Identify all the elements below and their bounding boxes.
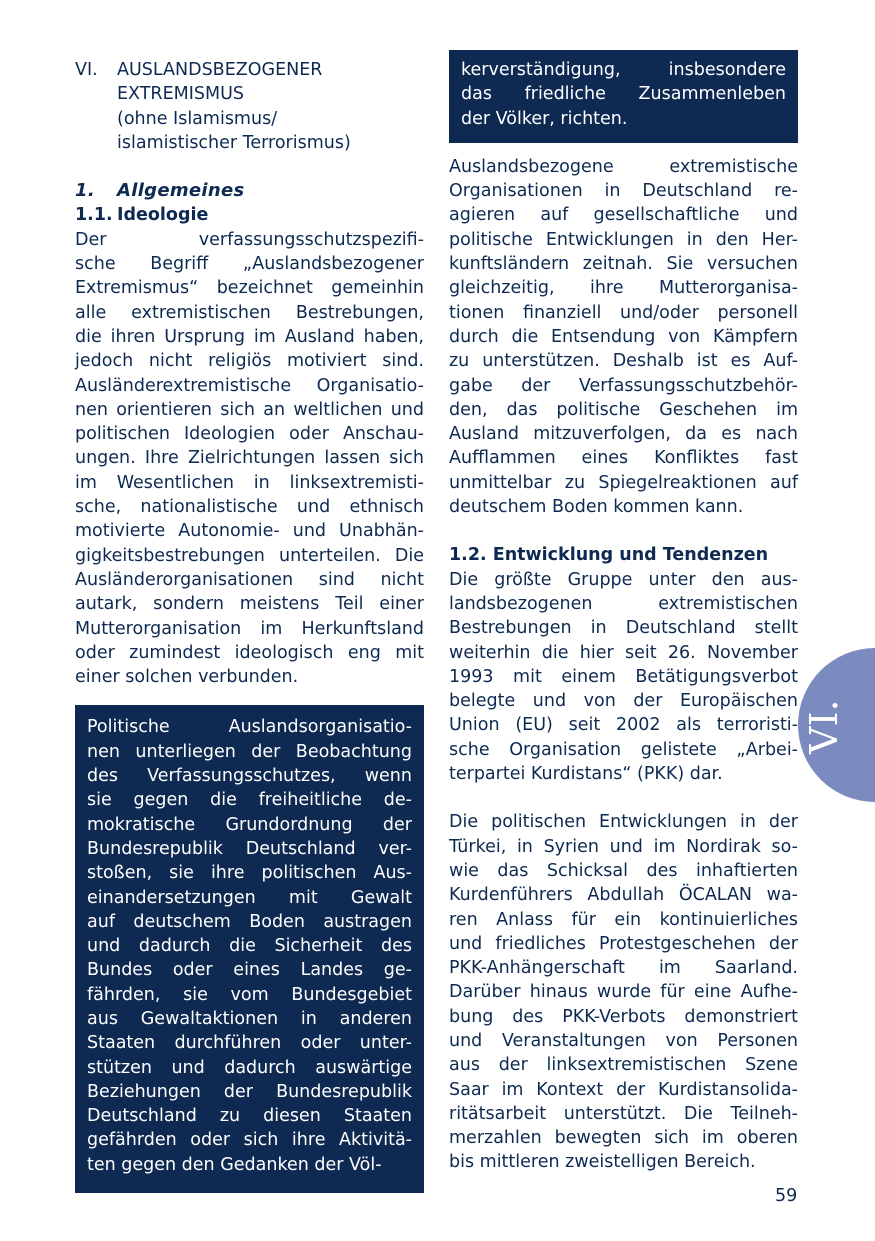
text-line: stoßen, sie ihre politischen Aus- bbox=[87, 863, 412, 884]
chapter-tab-label: VI. bbox=[802, 699, 846, 754]
text-line: Kurdenführers Abdullah ÖCALAN wa- bbox=[449, 885, 798, 906]
text-line: politischen Ideologien oder Anschau- bbox=[75, 424, 424, 445]
text-line: auf deutschem Boden austragen bbox=[87, 911, 412, 932]
text-line: gigkeitsbestrebungen unterteilen. Die bbox=[75, 545, 424, 566]
text-line: gabe der Verfassungsschutzbehör- bbox=[449, 375, 798, 396]
text-line: kerverständigung, insbesondere bbox=[461, 60, 786, 80]
text-line: mokratische Grundordnung der bbox=[87, 814, 412, 835]
text-line: agieren auf gesellschaftliche und bbox=[449, 205, 798, 226]
text-line: Der verfassungsschutzspezifi- bbox=[75, 229, 424, 250]
text-line: Politische Auslandsorganisatio- bbox=[87, 717, 412, 738]
text-line: kunftsländern zeitnah. Sie versuchen bbox=[449, 254, 798, 275]
subsection-heading-ideologie bbox=[75, 203, 424, 227]
chapter-heading bbox=[75, 58, 424, 155]
text-line: 1993 mit einem Betätigungsverbot bbox=[449, 666, 798, 687]
chapter-title bbox=[117, 58, 424, 155]
text-line: deutschem Boden kommen kann. bbox=[449, 497, 744, 518]
text-line: ren Anlass für ein kontinuierliches bbox=[449, 909, 798, 930]
text-line: Die politischen Entwicklungen in der bbox=[449, 812, 798, 833]
text-line: sche Begriff „Auslandsbezogener bbox=[75, 254, 424, 275]
text-line: der Völker, richten. bbox=[461, 108, 628, 129]
paragraph-auslandsbezogene bbox=[449, 155, 798, 519]
text-line: und dadurch die Sicherheit des bbox=[87, 936, 412, 957]
text-line: gleichzeitig, ihre Mutterorganisa- bbox=[449, 278, 798, 299]
text-line: einandersetzungen mit Gewalt bbox=[87, 887, 412, 908]
text-line: nen orientieren sich an weltlichen und bbox=[75, 399, 424, 420]
text-line: Organisationen in Deutschland re- bbox=[449, 181, 798, 202]
text-line: politische Entwicklungen in den Her- bbox=[449, 229, 798, 250]
text-line: ten gegen den Gedanken der Völ- bbox=[87, 1154, 382, 1175]
section-title: Allgemeines bbox=[117, 180, 245, 202]
text-line: belegte und von der Europäischen bbox=[449, 691, 798, 712]
chapter-title-line: islamistischer Terrorismus) bbox=[117, 132, 351, 153]
text-line: das friedliche Zusammenleben bbox=[461, 84, 786, 105]
text-line: Mutterorganisation im Herkunftsland bbox=[75, 618, 424, 639]
text-line: aus der linksextremistischen Szene bbox=[449, 1055, 798, 1076]
text-line: Deutschland zu diesen Staaten bbox=[87, 1106, 412, 1127]
text-line: und friedliches Protestgeschehen der bbox=[449, 933, 798, 954]
text-line: Ausländerorganisationen sind nicht bbox=[75, 569, 424, 590]
text-line: fährden, sie vom Bundesgebiet bbox=[87, 984, 412, 1005]
text-line: sche, nationalistische und ethnisch bbox=[75, 497, 424, 518]
text-line: Beziehungen der Bundesrepublik bbox=[87, 1081, 412, 1102]
chapter-title-line: AUSLANDSBEZOGENER bbox=[117, 60, 323, 80]
paragraph-pkk bbox=[449, 568, 798, 787]
text-line: zu unterstützen. Deshalb ist es Auf- bbox=[449, 351, 798, 372]
text-line: bis mittleren zweistelligen Bereich. bbox=[449, 1152, 756, 1173]
text-line: und Veranstaltungen von Personen bbox=[449, 1030, 798, 1051]
text-line: die ihren Ursprung im Ausland haben, bbox=[75, 326, 424, 347]
text-line: Staaten durchführen oder unter- bbox=[87, 1033, 412, 1054]
text-line: aus Gewaltaktionen in anderen bbox=[87, 1008, 412, 1029]
text-line: Darüber hinaus wurde für eine Aufhe- bbox=[449, 982, 798, 1003]
text-line: PKK-Anhängerschaft im Saarland. bbox=[449, 958, 798, 979]
text-line: durch die Entsendung von Kämpfern bbox=[449, 326, 798, 347]
text-line: Aufflammen eines Konfliktes fast bbox=[449, 448, 798, 469]
section-heading-allgemeines bbox=[75, 179, 424, 203]
right-column bbox=[449, 50, 798, 1175]
text-line: stützen und dadurch auswärtige bbox=[87, 1057, 412, 1078]
text-line: Extremismus“ bezeichnet gemeinhin bbox=[75, 278, 424, 299]
chapter-tab bbox=[798, 648, 875, 802]
text-line: bung des PKK-Verbots demonstriert bbox=[449, 1006, 798, 1027]
text-line: terpartei Kurdistans“ (PKK) dar. bbox=[449, 764, 723, 785]
text-line: weiterhin die hier seit 26. November bbox=[449, 642, 798, 663]
page-number: 59 bbox=[775, 1186, 798, 1206]
text-line: oder zumindest ideologisch eng mit bbox=[75, 642, 424, 663]
text-line: landsbezogenen extremistischen bbox=[449, 593, 798, 614]
subsection-number: 1.1. bbox=[75, 205, 113, 226]
text-line: Union (EU) seit 2002 als terroristi- bbox=[449, 715, 798, 736]
text-line: Die größte Gruppe unter den aus- bbox=[449, 569, 798, 590]
text-line: merzahlen bewegten sich im oberen bbox=[449, 1128, 798, 1149]
text-line: nen unterliegen der Beobachtung bbox=[87, 741, 412, 762]
text-line: Saar im Kontext der Kurdistansolida- bbox=[449, 1079, 798, 1100]
text-line: Bundes oder eines Landes ge- bbox=[87, 960, 412, 981]
info-box-left bbox=[75, 705, 424, 1193]
text-line: Türkei, in Syrien und im Nordirak so- bbox=[449, 836, 798, 857]
text-line: Bundesrepublik Deutschland ver- bbox=[87, 838, 412, 859]
paragraph-entwicklungen bbox=[449, 810, 798, 1174]
subsection-heading-entwicklung: 1.2. Entwicklung und Tendenzen bbox=[449, 545, 769, 566]
text-line: Ausländerextremistische Organisatio- bbox=[75, 375, 424, 396]
chapter-title-line: EXTREMISMUS bbox=[117, 84, 245, 105]
info-box-right bbox=[449, 50, 798, 143]
text-line: jedoch nicht religiös motiviert sind. bbox=[75, 351, 424, 372]
text-line: motivierte Autonomie- und Unabhän- bbox=[75, 521, 424, 542]
text-line: einer solchen verbunden. bbox=[75, 667, 299, 688]
text-line: Auslandsbezogene extremistische bbox=[449, 156, 798, 177]
text-line: Bestrebungen in Deutschland stellt bbox=[449, 618, 798, 639]
chapter-number: VI. bbox=[75, 60, 98, 80]
text-line: gefährden oder sich ihre Aktivitä- bbox=[87, 1130, 412, 1151]
text-line: alle extremistischen Bestrebungen, bbox=[75, 302, 424, 323]
section-number: 1. bbox=[75, 180, 95, 202]
text-line: sie gegen die freiheitliche de- bbox=[87, 790, 412, 811]
text-line: autark, sondern meistens Teil einer bbox=[75, 594, 424, 615]
text-line: ritätsarbeit unterstützt. Die Teilneh- bbox=[449, 1103, 798, 1124]
text-line: im Wesentlichen in linksextremisti- bbox=[75, 472, 424, 493]
text-line: ungen. Ihre Zielrichtungen lassen sich bbox=[75, 448, 424, 469]
chapter-title-line: (ohne Islamismus/ bbox=[117, 108, 278, 129]
subsection-title: Ideologie bbox=[117, 205, 209, 226]
text-line: Ausland mitzuverfolgen, da es nach bbox=[449, 424, 798, 445]
text-line: tionen finanziell und/oder personell bbox=[449, 302, 798, 323]
text-line: unmittelbar zu Spiegelreaktionen auf bbox=[449, 472, 798, 493]
text-line: des Verfassungsschutzes, wenn bbox=[87, 766, 412, 787]
text-line: den, das politische Geschehen im bbox=[449, 399, 798, 420]
text-line: wie das Schicksal des inhaftierten bbox=[449, 860, 798, 881]
left-column bbox=[75, 58, 424, 1193]
text-line: sche Organisation gelistete „Arbei- bbox=[449, 739, 798, 760]
paragraph-ideologie bbox=[75, 228, 424, 690]
